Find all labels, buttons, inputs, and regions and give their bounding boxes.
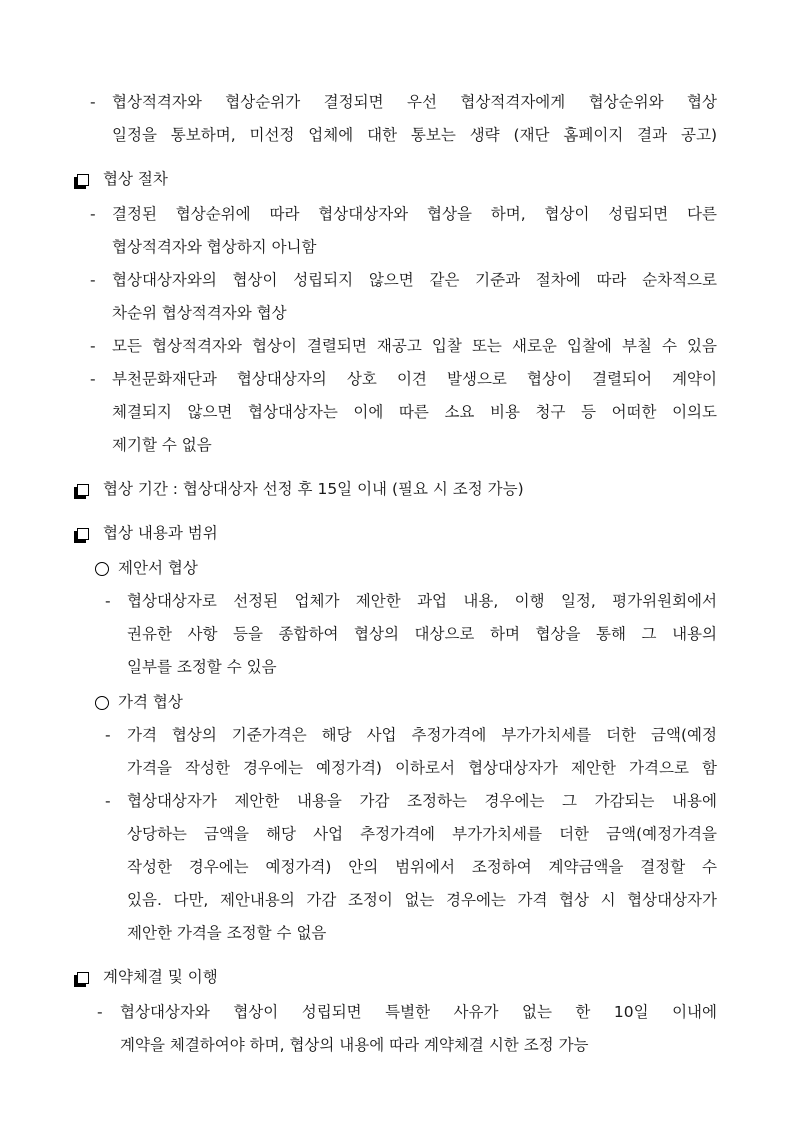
list-item (0, 86, 794, 152)
text-line: 제안한 가격을 조정할 수 없음 (127, 924, 327, 942)
dash-bullet: - (90, 337, 96, 355)
list-item (0, 785, 794, 950)
paragraph (120, 996, 717, 1062)
list-item (0, 198, 794, 264)
sub-header (0, 552, 794, 585)
text-line: 협상대상자로 선정된 업체가 제안한 과업 내용, 이행 일정, 평가위원회에서 (127, 592, 717, 610)
section-header (0, 163, 794, 196)
text-line: 협상대상자가 제안한 내용을 가감 조정하는 경우에는 그 가감되는 내용에 (127, 792, 717, 810)
list-item (0, 330, 794, 363)
document-body (0, 86, 794, 1062)
paragraph (112, 198, 717, 264)
checkbox-bullet-icon (74, 961, 89, 994)
paragraph (112, 264, 717, 330)
paragraph (127, 585, 717, 684)
paragraph (127, 785, 717, 950)
text-line: 협상대상자와의 협상이 성립되지 않으면 같은 기준과 절차에 따라 순차적으로 (112, 271, 717, 289)
list-item (0, 264, 794, 330)
sub-title: 제안서 협상 (118, 559, 198, 577)
dash-bullet: - (105, 792, 111, 810)
checkbox-bullet-icon (74, 473, 89, 506)
dash-bullet: - (105, 726, 111, 744)
section-title-wrap (103, 163, 717, 196)
checkbox-bullet-icon (74, 163, 89, 196)
dash-bullet: - (105, 592, 111, 610)
dash-bullet: - (97, 1003, 103, 1021)
sub-header (0, 686, 794, 719)
dash-bullet: - (90, 205, 96, 223)
text-line: 일정을 통보하며, 미선정 업체에 대한 통보는 생략 (재단 홈페이지 결과 공고) (112, 126, 717, 144)
paragraph (112, 330, 717, 363)
section-header (0, 517, 794, 550)
section-title-wrap (103, 961, 717, 994)
text-line: 있음. 다만, 제안내용의 가감 조정이 없는 경우에는 가격 협상 시 협상대상자가 (127, 891, 717, 909)
section-header (0, 961, 794, 994)
section-title: 협상 기간 : 협상대상자 선정 후 15일 이내 (필요 시 조정 가능) (103, 480, 524, 498)
dash-bullet: - (90, 93, 96, 111)
section-title: 계약체결 및 이행 (103, 968, 218, 986)
text-line: 계약을 체결하여야 하며, 협상의 내용에 따라 계약체결 시한 조정 가능 (120, 1036, 589, 1054)
sub-title: 가격 협상 (118, 693, 183, 711)
checkbox-bullet-icon (74, 517, 89, 550)
section-title-wrap (103, 517, 717, 550)
list-item (0, 719, 794, 785)
dash-bullet: - (90, 370, 96, 388)
circle-bullet-icon (95, 686, 109, 719)
text-line: 부천문화재단과 협상대상자의 상호 이견 발생으로 협상이 결렬되어 계약이 (112, 370, 717, 388)
sub-title-wrap (118, 686, 717, 719)
text-line: 협상적격자와 협상순위가 결정되면 우선 협상적격자에게 협상순위와 협상 (112, 93, 717, 111)
paragraph (112, 363, 717, 462)
text-line: 결정된 협상순위에 따라 협상대상자와 협상을 하며, 협상이 성립되면 다른 (112, 205, 717, 223)
text-line: 가격 협상의 기준가격은 해당 사업 추정가격에 부가가치세를 더한 금액(예정 (127, 726, 717, 744)
text-line: 협상적격자와 협상하지 아니함 (112, 238, 317, 256)
sub-title-wrap (118, 552, 717, 585)
circle-bullet-icon (95, 552, 109, 585)
section-header (0, 473, 794, 506)
text-line: 일부를 조정할 수 있음 (127, 658, 277, 676)
list-item (0, 585, 794, 684)
text-line: 협상대상자와 협상이 성립되면 특별한 사유가 없는 한 10일 이내에 (120, 1003, 717, 1021)
text-line: 체결되지 않으면 협상대상자는 이에 따른 소요 비용 청구 등 어떠한 이의도 (112, 403, 717, 421)
text-line: 상당하는 금액을 해당 사업 추정가격에 부가가치세를 더한 금액(예정가격을 (127, 825, 717, 843)
dash-bullet: - (90, 271, 96, 289)
paragraph (127, 719, 717, 785)
section-title: 협상 내용과 범위 (103, 524, 218, 542)
text-line: 권유한 사항 등을 종합하여 협상의 대상으로 하며 협상을 통해 그 내용의 (127, 625, 717, 643)
section-title: 협상 절차 (103, 170, 168, 188)
list-item (0, 996, 794, 1062)
text-line: 차순위 협상적격자와 협상 (112, 304, 287, 322)
text-line: 가격을 작성한 경우에는 예정가격) 이하로서 협상대상자가 제안한 가격으로 함 (127, 759, 717, 777)
text-line: 제기할 수 없음 (112, 436, 212, 454)
list-item (0, 363, 794, 462)
text-line: 작성한 경우에는 예정가격) 안의 범위에서 조정하여 계약금액을 결정할 수 (127, 858, 717, 876)
paragraph (112, 86, 717, 152)
section-title-wrap (103, 473, 717, 506)
text-line: 모든 협상적격자와 협상이 결렬되면 재공고 입찰 또는 새로운 입찰에 부칠 수 있음 (112, 337, 717, 355)
